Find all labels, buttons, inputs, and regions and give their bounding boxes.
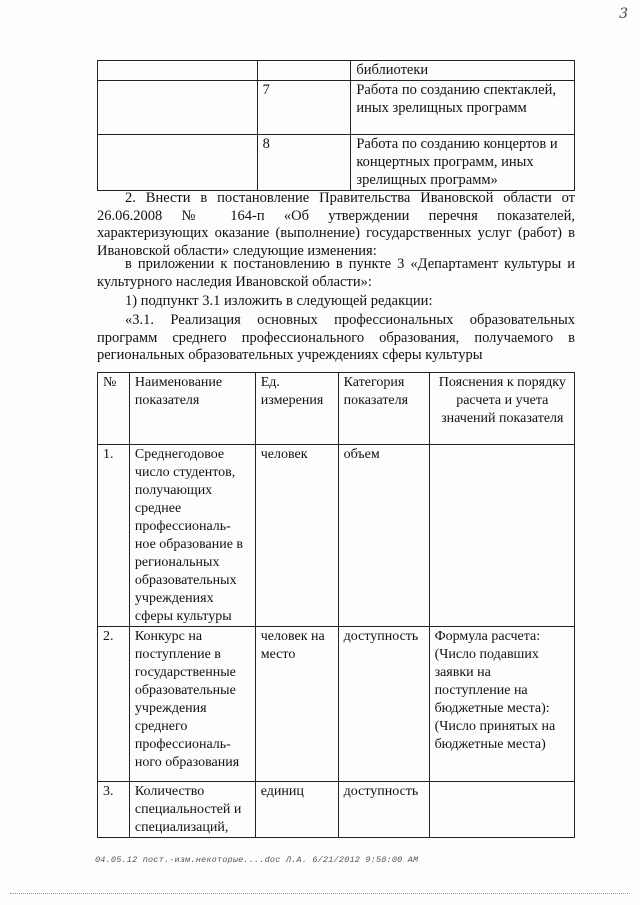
- cell-indicator-name: Количество специальностей и специализаций,: [129, 782, 255, 838]
- header-notes: Пояснения к порядку расчета и учета значений показателя: [429, 373, 574, 445]
- footer-file-info: 04.05.12 пост.-изм.некоторые....doc Л.А. 6/21/2012 9:58:00 AM: [95, 855, 419, 865]
- paragraph-subpoint: 1) подпункт 3.1 изложить в следующей редакции:: [125, 293, 433, 309]
- cell-number: 8: [257, 135, 351, 191]
- cell-notes: [429, 445, 574, 627]
- paragraph-program-title: «3.1. Реализация основных профессиональных образовательных программ среднего профессионального образования, получаемого в региональных образовательных учреждениях сферы культуры: [97, 312, 575, 364]
- cell-indicator-name: Конкурс на поступление в государственные образовательные учреждения среднего профессиональ-ного образования: [129, 627, 255, 782]
- cell-number: 3.: [98, 782, 130, 838]
- table-row: [98, 61, 575, 81]
- header-unit: Ед. измерения: [255, 373, 338, 445]
- table-row: [98, 445, 575, 627]
- cell-category: доступность: [338, 627, 429, 782]
- header-name: Наименование показателя: [129, 373, 255, 445]
- table-row: [98, 135, 575, 191]
- cell-work-name: библиотеки: [351, 61, 575, 81]
- cell-notes: Формула расчета: (Число подавших заявки на поступление на бюджетные места): (Число принятых на бюджетные места): [429, 627, 574, 782]
- cell-unit: человек на место: [255, 627, 338, 782]
- cell-number: 1.: [98, 445, 130, 627]
- cell-work-name: Работа по созданию концертов и концертных программ, иных зрелищных программ»: [351, 135, 575, 191]
- cell-category: объем: [338, 445, 429, 627]
- cell-number: [257, 61, 351, 81]
- page-edge-divider: [10, 893, 630, 894]
- table-row: [98, 81, 575, 135]
- cell-empty: [98, 81, 258, 135]
- cell-category: доступность: [338, 782, 429, 838]
- cell-indicator-name: Среднегодовое число студентов, получающих среднее профессиональ-ное образование в региональных образовательных учреждениях сферы культуры: [129, 445, 255, 627]
- cell-unit: человек: [255, 445, 338, 627]
- cell-work-name: Работа по созданию спектаклей, иных зрелищных программ: [351, 81, 575, 135]
- paragraph-amendment: 2. Внести в постановление Правительства Ивановской области от 26.06.2008 № 164-п «Об утверждении перечня показателей, характеризующих оказание (выполнение) государственных услуг (работ) в Ивановской области» следующие изменения:: [97, 190, 575, 259]
- table-row: [98, 627, 575, 782]
- cell-number: 2.: [98, 627, 130, 782]
- cell-notes: [429, 782, 574, 838]
- cell-unit: единиц: [255, 782, 338, 838]
- cell-empty: [98, 61, 258, 81]
- services-table: [97, 60, 575, 191]
- header-category: Категория показателя: [338, 373, 429, 445]
- cell-empty: [98, 135, 258, 191]
- table-header-row: [98, 373, 575, 445]
- cell-number: 7: [257, 81, 351, 135]
- indicators-table: [97, 372, 575, 838]
- paragraph-appendix: в приложении к постановлению в пункте 3 «Департамент культуры и культурного наследия Ивановской области»:: [97, 256, 575, 290]
- page-number: 3: [619, 6, 628, 22]
- table-row: [98, 782, 575, 838]
- header-number: №: [98, 373, 130, 445]
